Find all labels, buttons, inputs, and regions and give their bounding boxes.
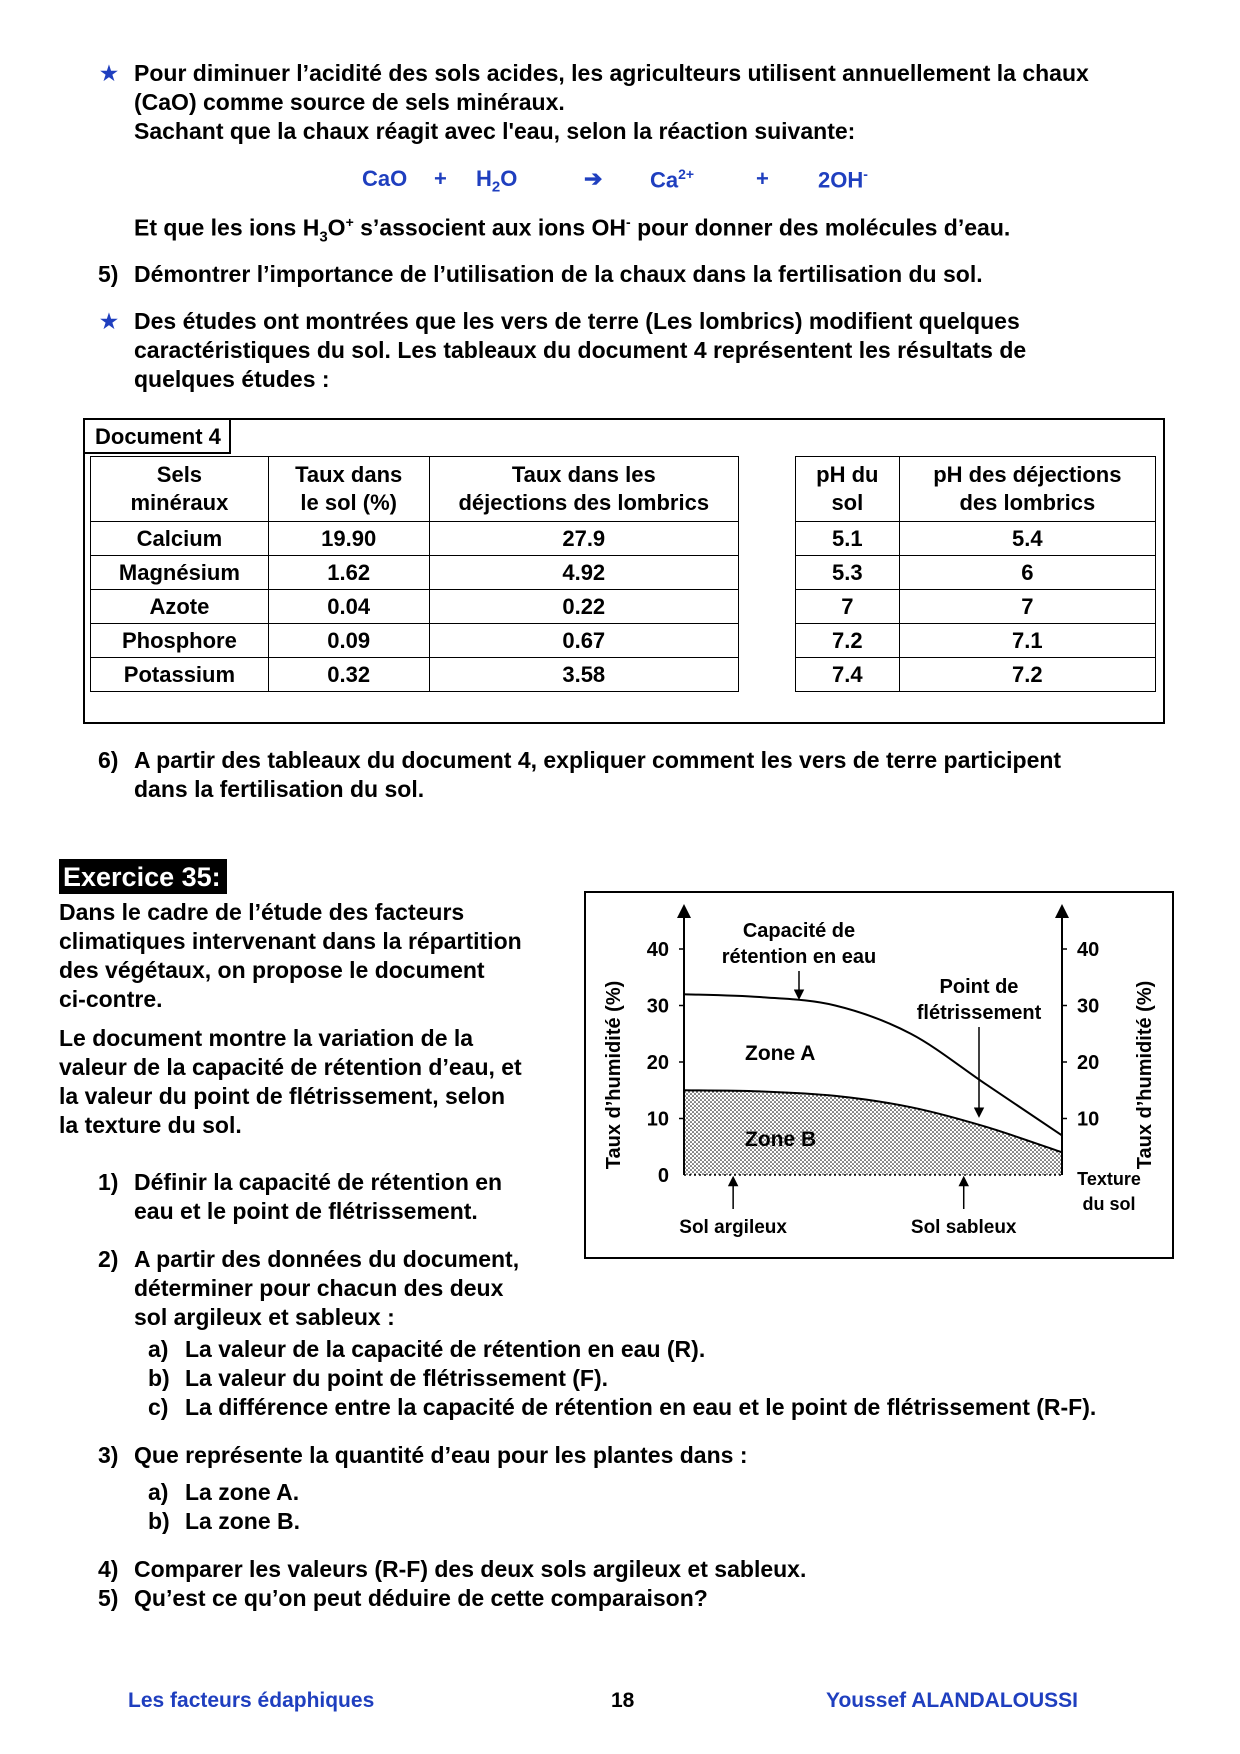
- humidity-chart: [586, 893, 1172, 1257]
- table-cell: 5.4: [899, 522, 1155, 556]
- exercise-text-line: des végétaux, on propose le document: [59, 957, 485, 983]
- table-cell: 0.09: [268, 624, 429, 658]
- exercise-text-line: la texture du sol.: [59, 1112, 242, 1138]
- table-row: [796, 556, 1156, 590]
- question-1-line: Définir la capacité de rétention en: [134, 1169, 503, 1195]
- exercise-text-line: ci-contre.: [59, 986, 163, 1012]
- y-tick-label: 0: [657, 1165, 669, 1187]
- table-cell: 7.2: [796, 624, 900, 658]
- table-row: [91, 522, 739, 556]
- intro1-line3: Sachant que la chaux réagit avec l'eau, selon la réaction suivante:: [134, 118, 856, 144]
- exercise-text-line: valeur de la capacité de rétention d’eau, et: [59, 1054, 522, 1080]
- y-tick-label-right: 20: [1077, 1052, 1100, 1074]
- footer-author: Youssef ALANDALOUSSI: [826, 1689, 1079, 1712]
- sub-question-letter: c): [148, 1394, 169, 1420]
- table-cell: 19.90: [268, 522, 429, 556]
- x-category-label: Sol sableux: [910, 1217, 1017, 1238]
- exercise-text-line: Dans le cadre de l’étude des facteurs: [59, 899, 465, 925]
- table-cell: Potassium: [91, 658, 269, 692]
- question-5-text: Démontrer l’importance de l’utilisation de la chaux dans la fertilisation du sol.: [134, 261, 983, 287]
- question-2-line: A partir des données du document,: [134, 1246, 520, 1272]
- humidity-chart-frame: [584, 891, 1174, 1259]
- table-row: [796, 590, 1156, 624]
- reaction-h2o: $H_2O$: [476, 166, 518, 196]
- table-cell: 5.1: [796, 522, 900, 556]
- intro2-line3: quelques études :: [134, 366, 330, 392]
- intro2-line1: Des études ont montrées que les vers de terre (Les lombrics) modifient quelques: [134, 308, 1020, 334]
- ph-table: [795, 456, 1156, 692]
- table-cell: 0.22: [429, 590, 738, 624]
- question-5-number: 5): [98, 261, 119, 287]
- sub-question-text: La zone A.: [185, 1479, 300, 1505]
- exercise-text-line: climatiques intervenant dans la répartition: [59, 928, 522, 954]
- table-cell: 0.32: [268, 658, 429, 692]
- question-6-line1: A partir des tableaux du document 4, expliquer comment les vers de terre participent: [134, 747, 1062, 773]
- table-cell: 0.04: [268, 590, 429, 624]
- reaction-cao: CaO: [362, 166, 408, 191]
- table-cell: 7: [899, 590, 1155, 624]
- exercise-title: Exercice 35:: [59, 859, 227, 894]
- table-row: [91, 658, 739, 692]
- table-cell: Phosphore: [91, 624, 269, 658]
- sub-question-letter: b): [148, 1508, 170, 1534]
- y-tick-label-right: 30: [1077, 995, 1100, 1018]
- table-header-cell: Taux dans le sol (%): [268, 457, 429, 522]
- exercise-text-line: Le document montre la variation de la: [59, 1025, 474, 1051]
- intro1-line1: Pour diminuer l’acidité des sols acides, les agriculteurs utilisent annuellement la chaux: [134, 60, 1089, 86]
- table-header-cell: Taux dans les déjections des lombrics: [429, 457, 738, 522]
- wilting-annotation: Point de: [939, 976, 1019, 998]
- reaction-equation: [0, 166, 1240, 200]
- y-tick-label: 10: [646, 1108, 669, 1131]
- table-cell: 6: [899, 556, 1155, 590]
- y-axis-label-left: Taux d’humidité (%): [603, 980, 625, 1170]
- table-cell: 0.67: [429, 624, 738, 658]
- minerals-table-header: [91, 457, 739, 522]
- sub-question-text: La valeur du point de flétrissement (F).: [185, 1365, 609, 1391]
- question-3-number: 3): [98, 1442, 119, 1468]
- y-tick-label: 20: [646, 1052, 669, 1074]
- sub-question-text: La zone B.: [185, 1508, 301, 1534]
- question-2-line: déterminer pour chacun des deux: [134, 1275, 504, 1301]
- y-tick-label-right: 10: [1077, 1108, 1100, 1131]
- y-tick-label-right: 40: [1077, 939, 1100, 961]
- y-axis-label-right: Taux d’humidité (%): [1134, 980, 1156, 1170]
- table-cell: 5.3: [796, 556, 900, 590]
- wilting-annotation: flétrissement: [916, 1002, 1042, 1024]
- exercise-text-line: la valeur du point de flétrissement, selon: [59, 1083, 506, 1109]
- reaction-plus: +: [434, 166, 447, 191]
- question-4-number: 4): [98, 1556, 119, 1582]
- table-row: [796, 658, 1156, 692]
- question-6-number: 6): [98, 747, 119, 773]
- table-cell: 3.58: [429, 658, 738, 692]
- table-row: [91, 556, 739, 590]
- question-6-line2: dans la fertilisation du sol.: [134, 776, 425, 802]
- footer-chapter: Les facteurs édaphiques: [128, 1689, 375, 1712]
- question-2-number: 2): [98, 1246, 119, 1272]
- table-row: [91, 624, 739, 658]
- table-cell: 1.62: [268, 556, 429, 590]
- reaction-plus-2: +: [756, 166, 769, 191]
- sub-question-text: La différence entre la capacité de rétention en eau et le point de flétrissement (R-F).: [185, 1394, 1097, 1420]
- y-tick-label: 30: [646, 995, 669, 1018]
- table-row: [796, 522, 1156, 556]
- table-cell: 7.4: [796, 658, 900, 692]
- table-cell: Azote: [91, 590, 269, 624]
- intro1-line2: (CaO) comme source de sels minéraux.: [134, 89, 565, 115]
- capacity-annotation: Capacité de: [742, 920, 856, 942]
- reaction-arrow: ➔: [584, 166, 603, 191]
- table-header-cell: pH du sol: [796, 457, 900, 522]
- ph-table-header: [796, 457, 1156, 522]
- capacity-annotation: rétention en eau: [721, 946, 877, 968]
- reaction-oh-ion: 2OH-: [818, 166, 868, 193]
- intro2-line2: caractéristiques du sol. Les tableaux du document 4 représentent les résultats de: [134, 337, 1027, 363]
- bullet-star-icon: ★: [100, 63, 118, 85]
- sub-question-letter: a): [148, 1479, 169, 1505]
- question-4-text: Comparer les valeurs (R-F) des deux sols argileux et sableux.: [134, 1556, 807, 1582]
- question-1-number: 1): [98, 1169, 119, 1195]
- table-header-cell: pH des déjections des lombrics: [899, 457, 1155, 522]
- document-4-label: Document 4: [85, 420, 231, 454]
- question-1-line: eau et le point de flétrissement.: [134, 1198, 478, 1224]
- table-row: [796, 624, 1156, 658]
- table-cell: 7.2: [899, 658, 1155, 692]
- table-header-cell: Sels minéraux: [91, 457, 269, 522]
- question-5b-text: Qu’est ce qu’on peut déduire de cette comparaison?: [134, 1585, 708, 1611]
- x-axis-label: Texture: [1077, 1169, 1141, 1189]
- sub-question-letter: a): [148, 1336, 169, 1362]
- page-number: 18: [611, 1689, 635, 1712]
- table-cell: 4.92: [429, 556, 738, 590]
- document-4-frame: [83, 418, 1165, 724]
- x-category-label: Sol argileux: [679, 1217, 787, 1238]
- table-cell: 7: [796, 590, 900, 624]
- table-cell: 7.1: [899, 624, 1155, 658]
- minerals-table: [90, 456, 739, 692]
- question-3-text: Que représente la quantité d’eau pour les plantes dans :: [134, 1442, 748, 1468]
- reaction-ca-ion: $Ca^{2+}$: [650, 166, 695, 193]
- sub-question-text: La valeur de la capacité de rétention en eau (R).: [185, 1336, 706, 1362]
- zone-b-label: Zone B: [745, 1128, 817, 1151]
- table-cell: Calcium: [91, 522, 269, 556]
- ions-sentence: Et que les ions $H_3O^+$ s’associent aux ions OH- pour donner des molécules d’eau.: [134, 214, 1011, 246]
- sub-question-letter: b): [148, 1365, 170, 1391]
- x-axis-label: du sol: [1082, 1194, 1136, 1214]
- table-cell: 27.9: [429, 522, 738, 556]
- zone-a-label: Zone A: [745, 1042, 816, 1065]
- y-tick-label: 40: [646, 939, 669, 961]
- table-cell: Magnésium: [91, 556, 269, 590]
- table-row: [91, 590, 739, 624]
- question-2-line: sol argileux et sableux :: [134, 1304, 395, 1330]
- question-5b-number: 5): [98, 1585, 119, 1611]
- bullet-star-icon: ★: [100, 311, 118, 333]
